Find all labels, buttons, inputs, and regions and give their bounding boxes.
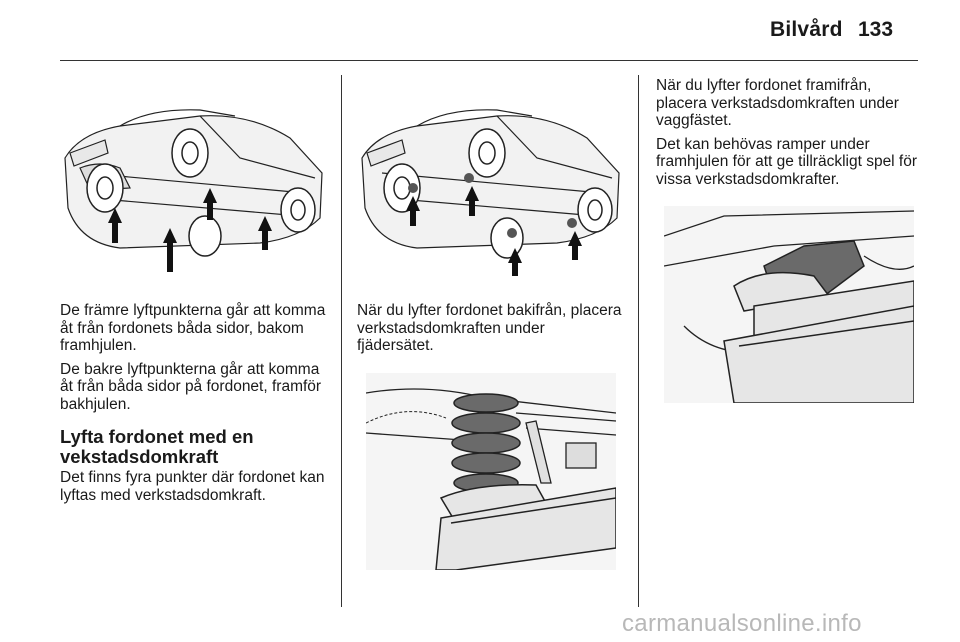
- left-column: [60, 302, 330, 510]
- front-jack-text: När du lyfter fordonet framifrån, placera verkstadsdomkraften under vaggfästet.: [656, 77, 899, 129]
- column-divider-1: [341, 75, 342, 607]
- section-title: Bilvård: [770, 18, 843, 41]
- column-divider-2: [638, 75, 639, 607]
- watermark: carmanualsonline.info: [622, 610, 862, 637]
- front-lift-points-text: De främre lyftpunkterna går att komma åt från fordonets båda sidor, bakom framhjulen.: [60, 302, 326, 354]
- car-jack-points-illustration: [357, 98, 622, 278]
- four-points-text: Det finns fyra punkter där fordonet kan lyftas med verkstadsdomkraft.: [60, 469, 325, 504]
- car-lift-points-illustration: [60, 98, 325, 278]
- middle-column: [357, 302, 625, 361]
- cradle-mount-jack-illustration: [664, 206, 914, 403]
- page-number: 133: [858, 18, 894, 41]
- section-heading: Lyfta fordonet med en vekstadsdomkraft: [60, 426, 254, 467]
- header-divider: [60, 60, 918, 61]
- spring-seat-jack-illustration: [366, 373, 616, 570]
- rear-lift-points-text: De bakre lyftpunkterna går att komma åt från båda sidor på fordonet, framför bakhjulen.: [60, 360, 322, 413]
- right-column: [656, 77, 924, 194]
- ramps-text: Det kan behövas ramper under framhjulen för att ge tillräckligt spel för vissa verkstadsdomkrafter.: [656, 135, 918, 188]
- rear-jack-text: När du lyfter fordonet bakifrån, placera verkstadsdomkraften under fjädersätet.: [357, 302, 622, 354]
